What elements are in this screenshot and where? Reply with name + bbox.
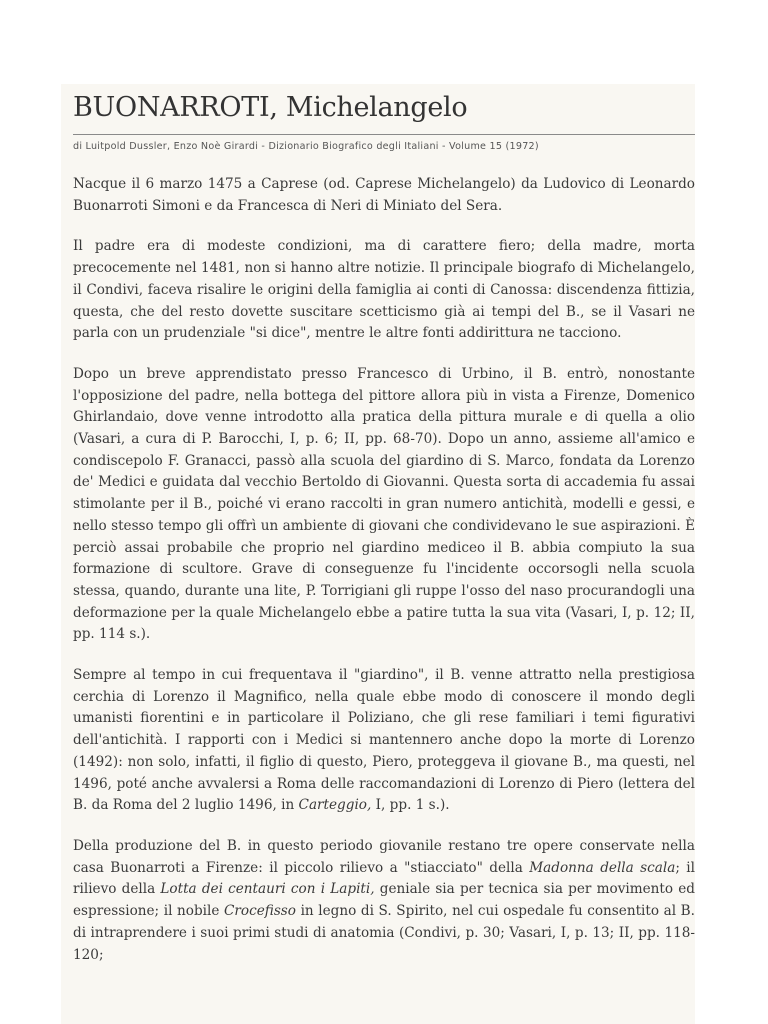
article-content (73, 84, 695, 966)
work-title-carteggio: Carteggio, (298, 797, 372, 814)
article-byline: di Luitpold Dussler, Enzo Noè Girardi - Dizionario Biografico degli Italiani - Volume 15 (1972) (73, 141, 539, 152)
paragraph-5-text-3: geniale sia per tecnica sia per movimento ed espressione; il nobile (73, 881, 695, 920)
paragraph-5-text-2: ; il rilievo della (73, 859, 695, 898)
paragraph-4-text: Sempre al tempo in cui frequentava il "giardino", il B. venne attratto nella prestigiosa cerchia di Lorenzo il Magnifico, nella quale ebbe modo di conoscere il mondo degli umanisti fiorentini e in particolare il Poliziano, che gli rese familiari i temi figurativi dell'antichità. I rapporti con i Medici si mantennero anche dopo la morte di Lorenzo (1492): non solo, infatti, il figlio di questo, Piero, proteggeva il giovane B., ma questi, nel 1496, poté anche avvalersi a Roma delle raccomandazioni di Lorenzo di Piero (lettera del B. da Roma del 2 luglio 1496, in (73, 667, 695, 814)
article-title: BUONARROTI, Michelangelo (73, 92, 468, 123)
paragraph-3: Dopo un breve apprendistato presso Francesco di Urbino, il B. entrò, nonostante l'opposizione del padre, nella bottega del pittore allora più in vista a Firenze, Domenico Ghirlandaio, dove venne introdotto alla pratica della pittura murale e di quella a olio (Vasari, a cura di P. Barocchi, I, p. 6; II, pp. 68-70). Dopo un anno, assieme all'amico e condiscepolo F. Granacci, passò alla scuola del giardino di S. Marco, fondata da Lorenzo de' Medici e guidata dal vecchio Bertoldo di Giovanni. Questa sorta di accademia fu assai stimolante per il B., poiché vi erano raccolti in gran numero antichità, modelli e gessi, e nello stesso tempo gli offrì un ambiente di giovani che condividevano le sue aspirazioni. È perciò assai probabile che proprio nel giardino mediceo il B. abbia compiuto la sua formazione di scultore. Grave di conseguenze fu l'incidente occorsogli nella scuola stessa, quando, durante una lite, P. Torrigiani gli ruppe l'osso del naso procurandogli una deformazione per la quale Michelangelo ebbe a patire tutta la sua vita (Vasari, I, p. 12; II, pp. 114 s.). (73, 365, 695, 643)
paragraph-5 (73, 836, 695, 966)
paragraph-4-text-end: I, pp. 1 s.). (371, 797, 450, 814)
paragraph-5-text-4: in legno di S. Spirito, nel cui ospedale fu consentito al B. di intraprendere i suoi primi studi di anatomia (Condivi, p. 30; Vasari, I, p. 13; II, pp. 118-120; (73, 903, 695, 963)
document-page (61, 84, 695, 1024)
title-divider (73, 134, 695, 135)
work-title-crocefisso: Crocefisso (224, 903, 296, 920)
paragraph-1: Nacque il 6 marzo 1475 a Caprese (od. Caprese Michelangelo) da Ludovico di Leonardo Buonarroti Simoni e da Francesca di Neri di Miniato del Sera. (73, 176, 695, 214)
work-title-lotta-dei-centauri: Lotta dei centauri con i Lapiti, (160, 881, 375, 898)
paragraph-5-text-1: Della produzione del B. in questo periodo giovanile restano tre opere conservate nella casa Buonarroti a Firenze: il piccolo rilievo a "stiacciato" della (73, 837, 695, 876)
paragraph-4 (73, 665, 695, 817)
work-title-madonna-della-scala: Madonna della scala (529, 859, 676, 876)
paragraph-2: Il padre era di modeste condizioni, ma di carattere fiero; della madre, morta precocemente nel 1481, non si hanno altre notizie. Il principale biografo di Michelangelo, il Condivi, faceva risalire le origini della famiglia ai conti di Canossa: discendenza fittizia, questa, che del resto dovette suscitare scetticismo già ai tempi del B., se il Vasari ne parla con un prudenziale "si dice", mentre le altre fonti addirittura ne tacciono. (73, 238, 695, 342)
